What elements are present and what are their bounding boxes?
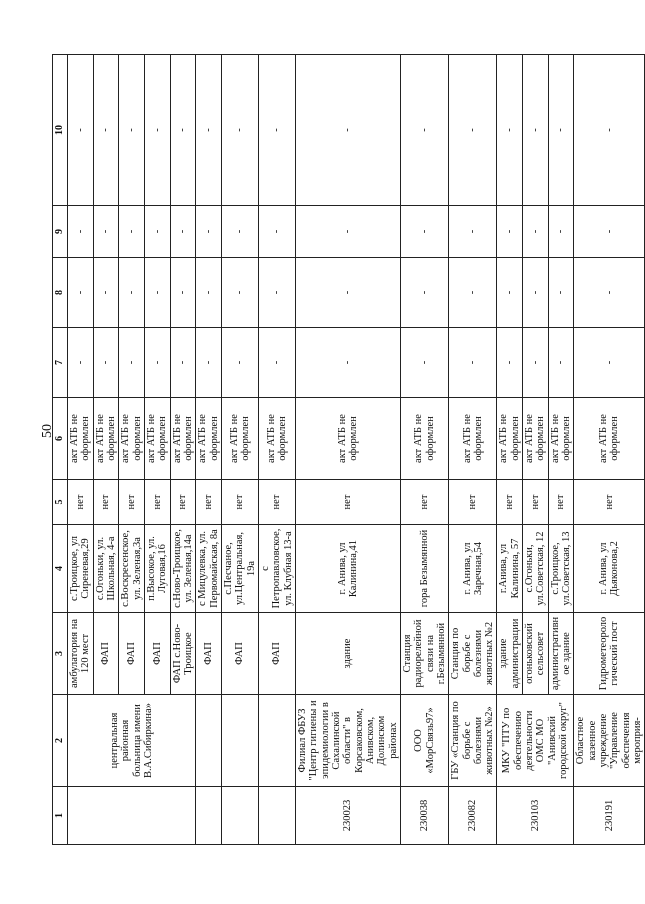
cell-col7: - [548, 328, 574, 398]
column-header: 4 [53, 525, 68, 613]
cell-owner [196, 695, 222, 787]
cell-address: г.Анива, ул Калинина, 57 [497, 525, 523, 613]
cell-code [221, 787, 258, 845]
cell-col7: - [119, 328, 145, 398]
table-row [574, 55, 645, 845]
cell-col7: - [523, 328, 549, 398]
cell-act-status: акт АТБ не оформлен [449, 398, 497, 480]
cell-col8: - [221, 258, 258, 328]
cell-col9: - [497, 206, 523, 258]
cell-col10: - [68, 55, 94, 206]
cell-col10: - [400, 55, 448, 206]
table-row [258, 55, 295, 845]
cell-code: 230038 [400, 787, 448, 845]
cell-col9: - [548, 206, 574, 258]
cell-col7: - [196, 328, 222, 398]
cell-col7: - [574, 328, 645, 398]
table-row [400, 55, 448, 845]
cell-col8: - [119, 258, 145, 328]
cell-col5: нет [548, 480, 574, 525]
cell-act-status: акт АТБ не оформлен [400, 398, 448, 480]
cell-owner: Филиал ФБУЗ "Центр гигиены и эпидемиологии в Сахалинской области" в Корсаковском, Анивском, Долинском районах [295, 695, 400, 787]
cell-col8: - [497, 258, 523, 328]
cell-act-status: акт АТБ не оформлен [93, 398, 119, 480]
cell-object: здание администрации [497, 613, 523, 695]
cell-address: г. Анива, ул Заречная,54 [449, 525, 497, 613]
cell-col8: - [170, 258, 196, 328]
cell-col9: - [119, 206, 145, 258]
cell-act-status: акт АТБ не оформлен [574, 398, 645, 480]
cell-col10: - [523, 55, 549, 206]
header-row [53, 55, 68, 845]
cell-act-status: акт АТБ не оформлен [144, 398, 170, 480]
cell-object: ФАП [221, 613, 258, 695]
cell-owner: ООО «МорСвязь97» [400, 695, 448, 787]
cell-col5: нет [574, 480, 645, 525]
cell-act-status: акт АТБ не оформлен [523, 398, 549, 480]
cell-code [258, 787, 295, 845]
cell-col5: нет [196, 480, 222, 525]
cell-col5: нет [68, 480, 94, 525]
cell-object: Станция по борьбе с болезнями животных №2 [449, 613, 497, 695]
cell-act-status: акт АТБ не оформлен [258, 398, 295, 480]
cell-owner: центральная районная больница имени В.А.Сибиркина» [68, 695, 196, 787]
column-header: 8 [53, 258, 68, 328]
cell-object: Станция радиорелейной связи на г.Безымянной [400, 613, 448, 695]
cell-owner: Областное казенное учреждение "Управление обеспечения мероприя- [574, 695, 645, 787]
cell-col7: - [68, 328, 94, 398]
cell-col8: - [93, 258, 119, 328]
cell-col5: нет [119, 480, 145, 525]
cell-code: 230082 [449, 787, 497, 845]
cell-col9: - [523, 206, 549, 258]
cell-object: административное здание [548, 613, 574, 695]
table-row [196, 55, 222, 845]
cell-col5: нет [449, 480, 497, 525]
cell-code: 230191 [574, 787, 645, 845]
cell-col9: - [93, 206, 119, 258]
cell-col9: - [449, 206, 497, 258]
column-header: 1 [53, 787, 68, 845]
cell-col5: нет [93, 480, 119, 525]
data-table [52, 54, 645, 845]
cell-act-status: акт АТБ не оформлен [221, 398, 258, 480]
cell-col5: нет [258, 480, 295, 525]
cell-col5: нет [497, 480, 523, 525]
cell-object: ФАП [119, 613, 145, 695]
column-header: 2 [53, 695, 68, 787]
cell-col5: нет [295, 480, 400, 525]
cell-col8: - [523, 258, 549, 328]
cell-col10: - [258, 55, 295, 206]
cell-col7: - [497, 328, 523, 398]
cell-address: с.Огоньки, ул.Советская, 12 [523, 525, 549, 613]
cell-object: ФАП с.Ново-Троицкое [170, 613, 196, 695]
cell-col9: - [196, 206, 222, 258]
cell-col8: - [68, 258, 94, 328]
cell-act-status: акт АТБ не оформлен [548, 398, 574, 480]
cell-col8: - [400, 258, 448, 328]
table-body [68, 55, 645, 845]
column-header: 6 [53, 398, 68, 480]
cell-col8: - [258, 258, 295, 328]
cell-act-status: акт АТБ не оформлен [119, 398, 145, 480]
column-header: 9 [53, 206, 68, 258]
cell-address: с.Огоньки, ул. Школьная, 4-а [93, 525, 119, 613]
table-row [68, 55, 94, 845]
cell-col10: - [144, 55, 170, 206]
column-header: 5 [53, 480, 68, 525]
cell-address: г. Анива, ул Калинина,41 [295, 525, 400, 613]
cell-col7: - [144, 328, 170, 398]
cell-col5: нет [221, 480, 258, 525]
page-number: 50 [40, 424, 55, 438]
table-row [449, 55, 497, 845]
cell-owner: ГБУ «Станция по борьбе с болезнями животных №2» [449, 695, 497, 787]
cell-address: с.Троицкое, ул Сиреневая,29 [68, 525, 94, 613]
cell-col8: - [144, 258, 170, 328]
cell-address: г. Анива, ул Дьяконова,2 [574, 525, 645, 613]
column-header: 3 [53, 613, 68, 695]
cell-object: ФАП [258, 613, 295, 695]
cell-col10: - [93, 55, 119, 206]
cell-code [196, 787, 222, 845]
column-header: 7 [53, 328, 68, 398]
cell-address: с Петропавловское, ул. Клубная 13-а [258, 525, 295, 613]
cell-code: 230023 [295, 787, 400, 845]
cell-col9: - [144, 206, 170, 258]
cell-col5: нет [170, 480, 196, 525]
cell-col10: - [449, 55, 497, 206]
cell-col10: - [497, 55, 523, 206]
cell-col7: - [221, 328, 258, 398]
cell-col9: - [574, 206, 645, 258]
cell-address: п.Высокое, ул. Луговая,16 [144, 525, 170, 613]
cell-address: с.Песчаное, ул.Центральная, 19а [221, 525, 258, 613]
cell-address: с.Ново-Троицкое, ул. Зеленая,14а [170, 525, 196, 613]
cell-object: ФАП [93, 613, 119, 695]
cell-col10: - [295, 55, 400, 206]
cell-code: 230103 [497, 787, 574, 845]
table-row [221, 55, 258, 845]
cell-col5: нет [523, 480, 549, 525]
cell-object: Гидрометеорологический пост [574, 613, 645, 695]
column-header: 10 [53, 55, 68, 206]
rotated-table-container [52, 55, 644, 845]
cell-owner [221, 695, 258, 787]
cell-col10: - [119, 55, 145, 206]
cell-address: с Мицулевка, ул. Первомайская, 8а [196, 525, 222, 613]
cell-act-status: акт АТБ не оформлен [170, 398, 196, 480]
cell-col10: - [170, 55, 196, 206]
cell-act-status: акт АТБ не оформлен [497, 398, 523, 480]
cell-address: гора Безымянной [400, 525, 448, 613]
cell-col5: нет [144, 480, 170, 525]
cell-col9: - [258, 206, 295, 258]
cell-object: здание [295, 613, 400, 695]
cell-col10: - [221, 55, 258, 206]
cell-act-status: акт АТБ не оформлен [68, 398, 94, 480]
cell-col7: - [295, 328, 400, 398]
cell-col9: - [170, 206, 196, 258]
cell-col10: - [548, 55, 574, 206]
cell-owner [258, 695, 295, 787]
cell-col9: - [68, 206, 94, 258]
cell-col7: - [449, 328, 497, 398]
cell-object: ФАП [144, 613, 170, 695]
cell-address: с.Троицкое, ул.Советская, 13 [548, 525, 574, 613]
cell-col10: - [574, 55, 645, 206]
cell-code [68, 787, 196, 845]
cell-act-status: акт АТБ не оформлен [295, 398, 400, 480]
table-row [497, 55, 523, 845]
cell-object: огоньковский сельсовет [523, 613, 549, 695]
cell-col8: - [295, 258, 400, 328]
cell-col8: - [196, 258, 222, 328]
cell-col7: - [258, 328, 295, 398]
table-row [295, 55, 400, 845]
cell-col7: - [170, 328, 196, 398]
cell-col8: - [449, 258, 497, 328]
cell-object: ФАП [196, 613, 222, 695]
cell-col7: - [93, 328, 119, 398]
cell-col8: - [574, 258, 645, 328]
cell-col9: - [221, 206, 258, 258]
cell-owner: МКУ "ПТУ по обеспечению деятельности ОМС МО "Анивский городской округ" [497, 695, 574, 787]
cell-col7: - [400, 328, 448, 398]
cell-col9: - [400, 206, 448, 258]
cell-col9: - [295, 206, 400, 258]
cell-col8: - [548, 258, 574, 328]
cell-act-status: акт АТБ не оформлен [196, 398, 222, 480]
cell-address: с.Воскресенское, ул. Зеленая,3а [119, 525, 145, 613]
cell-col10: - [196, 55, 222, 206]
cell-object: амбулатория на 120 мест [68, 613, 94, 695]
cell-col5: нет [400, 480, 448, 525]
